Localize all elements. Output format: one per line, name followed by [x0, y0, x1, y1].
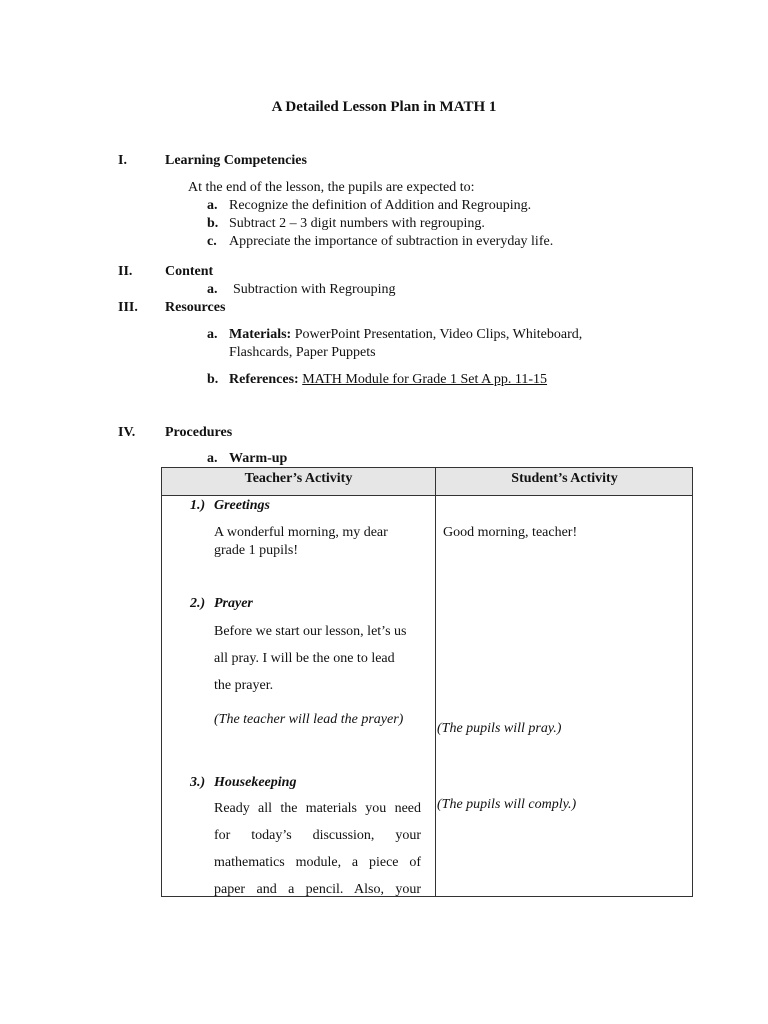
list-letter: b.: [207, 372, 219, 387]
list-letter: a.: [207, 451, 218, 466]
teacher-line: paper and a pencil. Also, your: [214, 882, 421, 897]
activity-title-housekeeping: Housekeeping: [214, 775, 297, 790]
list-letter: a.: [207, 282, 218, 297]
subsection-heading: Warm-up: [229, 451, 288, 466]
section-numeral: III.: [118, 300, 138, 315]
document-title: A Detailed Lesson Plan in MATH 1: [271, 99, 497, 115]
student-response: Good morning, teacher!: [443, 525, 578, 540]
materials-text-continued: Flashcards, Paper Puppets: [229, 345, 376, 360]
student-response: (The pupils will comply.): [437, 797, 577, 812]
list-item: Recognize the definition of Addition and Regrouping.: [229, 198, 532, 213]
student-response: (The pupils will pray.): [437, 721, 562, 736]
section-heading: Content: [165, 264, 214, 279]
references-line: [229, 372, 547, 388]
list-item: Subtract 2 – 3 digit numbers with regrouping.: [229, 216, 485, 231]
activity-number: 1.): [190, 498, 206, 513]
activity-title-prayer: Prayer: [214, 596, 253, 611]
materials-line: [229, 327, 582, 343]
section-numeral: II.: [118, 264, 133, 279]
teacher-line: Ready all the materials you need: [214, 801, 421, 816]
section-heading: Procedures: [165, 425, 233, 440]
section-numeral: I.: [118, 153, 127, 168]
list-letter: b.: [207, 216, 219, 231]
teacher-action: (The teacher will lead the prayer): [214, 712, 404, 727]
section-numeral: IV.: [118, 425, 136, 440]
section-heading: Learning Competencies: [165, 153, 307, 168]
section-intro: At the end of the lesson, the pupils are expected to:: [188, 180, 475, 195]
teacher-line: the prayer.: [214, 678, 274, 693]
teacher-line: mathematics module, a piece of: [214, 855, 421, 870]
references-label: References:: [229, 372, 299, 387]
list-item: Subtraction with Regrouping: [233, 282, 396, 297]
activity-title-greetings: Greetings: [214, 498, 270, 513]
activity-number: 2.): [190, 596, 206, 611]
list-letter: a.: [207, 327, 218, 342]
activity-table: [161, 467, 693, 897]
teacher-line: A wonderful morning, my dear: [214, 525, 388, 540]
teacher-line: for today’s discussion, your: [214, 828, 421, 843]
column-divider: [435, 468, 436, 896]
table-header-row: [162, 468, 692, 496]
header-student-activity: Student’s Activity: [511, 471, 618, 486]
list-letter: c.: [207, 234, 217, 249]
list-item: Appreciate the importance of subtraction in everyday life.: [229, 234, 554, 249]
teacher-line: grade 1 pupils!: [214, 543, 298, 558]
teacher-line: all pray. I will be the one to lead: [214, 651, 395, 666]
list-letter: a.: [207, 198, 218, 213]
teacher-line: Before we start our lesson, let’s us: [214, 624, 407, 639]
activity-number: 3.): [190, 775, 206, 790]
header-teacher-activity: Teacher’s Activity: [244, 471, 353, 486]
references-text: MATH Module for Grade 1 Set A pp. 11-15: [302, 372, 548, 387]
materials-text: PowerPoint Presentation, Video Clips, Whiteboard,: [294, 327, 583, 342]
section-heading: Resources: [165, 300, 226, 315]
materials-label: Materials:: [229, 327, 292, 342]
